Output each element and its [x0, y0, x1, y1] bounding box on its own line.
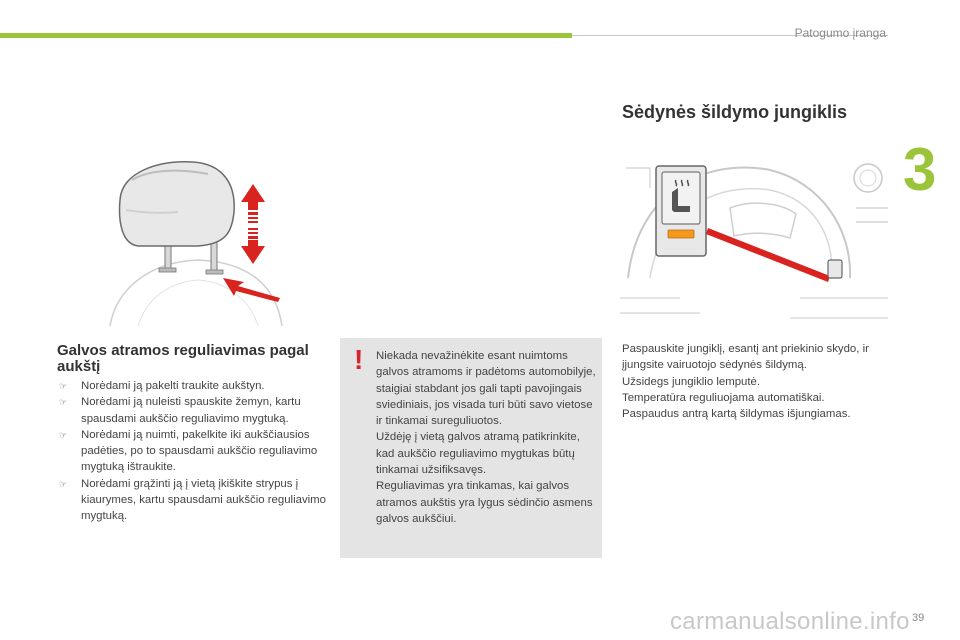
list-item-text: Norėdami ją pakelti traukite aukštyn. [81, 380, 265, 392]
switch-location-marker [828, 260, 842, 278]
heating-indicator-lamp [668, 230, 694, 238]
down-arrow-icon [241, 228, 265, 264]
list-item-text: Norėdami ją nuleisti spauskite žemyn, kartu spausdami aukščio reguliavimo mygtuką. [81, 396, 301, 425]
list-item [57, 476, 327, 525]
headrest-rod-right [211, 242, 217, 272]
up-arrow-icon [241, 184, 265, 223]
pointing-hand-icon: ☞ [59, 478, 68, 489]
watermark: carmanualsonline.info [670, 608, 910, 635]
pointing-hand-icon: ☞ [59, 381, 68, 391]
list-item-text: Norėdami grąžinti ją į vietą įkiškite strypus į kiaurymes, kartu spausdami aukščio reguliavimo mygtuką. [81, 477, 326, 523]
list-item [57, 378, 327, 394]
pointing-hand-icon: ☞ [59, 397, 68, 408]
seat-heating-text: Paspauskite jungiklį, esantį ant priekinio skydo, ir įjungsite vairuotojo sėdynės šildymą. Užsidegs jungiklio lemputė. Temperatūra reguliuojama automatiškai. Paspaudus antrą kartą šildymas išjungiamas. [622, 343, 869, 421]
pointing-hand-icon: ☞ [59, 429, 68, 440]
seat-heating-illustration [620, 148, 888, 326]
list-item [57, 394, 327, 427]
pointer-arrow-icon [223, 278, 280, 302]
list-item [57, 427, 327, 476]
heating-switch-button [662, 172, 700, 224]
pointer-arrow-icon [706, 228, 830, 282]
chapter-number: 3 [903, 136, 937, 203]
header-accent-bar [0, 33, 572, 38]
page-number: 39 [912, 612, 925, 624]
list-item-text: Norėdami ją nuimti, pakelkite iki aukščiausios padėties, po to spausdami aukščio reguliavimo mygtuką ištraukite. [81, 428, 318, 474]
seat-heating-heading: Sėdynės šildymo jungiklis [622, 102, 848, 122]
headrest-cushion [120, 162, 235, 246]
section-title: Patogumo įranga [794, 26, 886, 40]
warning-box [340, 338, 602, 558]
headrest-heading: Galvos atramos reguliavimas pagal aukštį [57, 342, 309, 375]
warning-text: Niekada nevažinėkite esant nuimtoms galvos atramoms ir padėtoms automobilyje, staigiai stabdant jos gali tapti pavojingais sviediniais, jos visada turi būti savo vietose ir tinkamai sureguliuotos. Uždėję į vietą galvos atramą patikrinkite, kad aukščio reguliavimo mygtukas būtų tinkamai užsifiksavęs. Reguliavimas yra tinkamas, kai galvos atramos aukštis yra lygus sėdinčio asmens galvos aukščiui. [376, 350, 596, 525]
warning-exclamation-icon: ! [354, 344, 364, 375]
headrest-illustration [98, 150, 298, 328]
headrest-instructions [57, 378, 327, 525]
